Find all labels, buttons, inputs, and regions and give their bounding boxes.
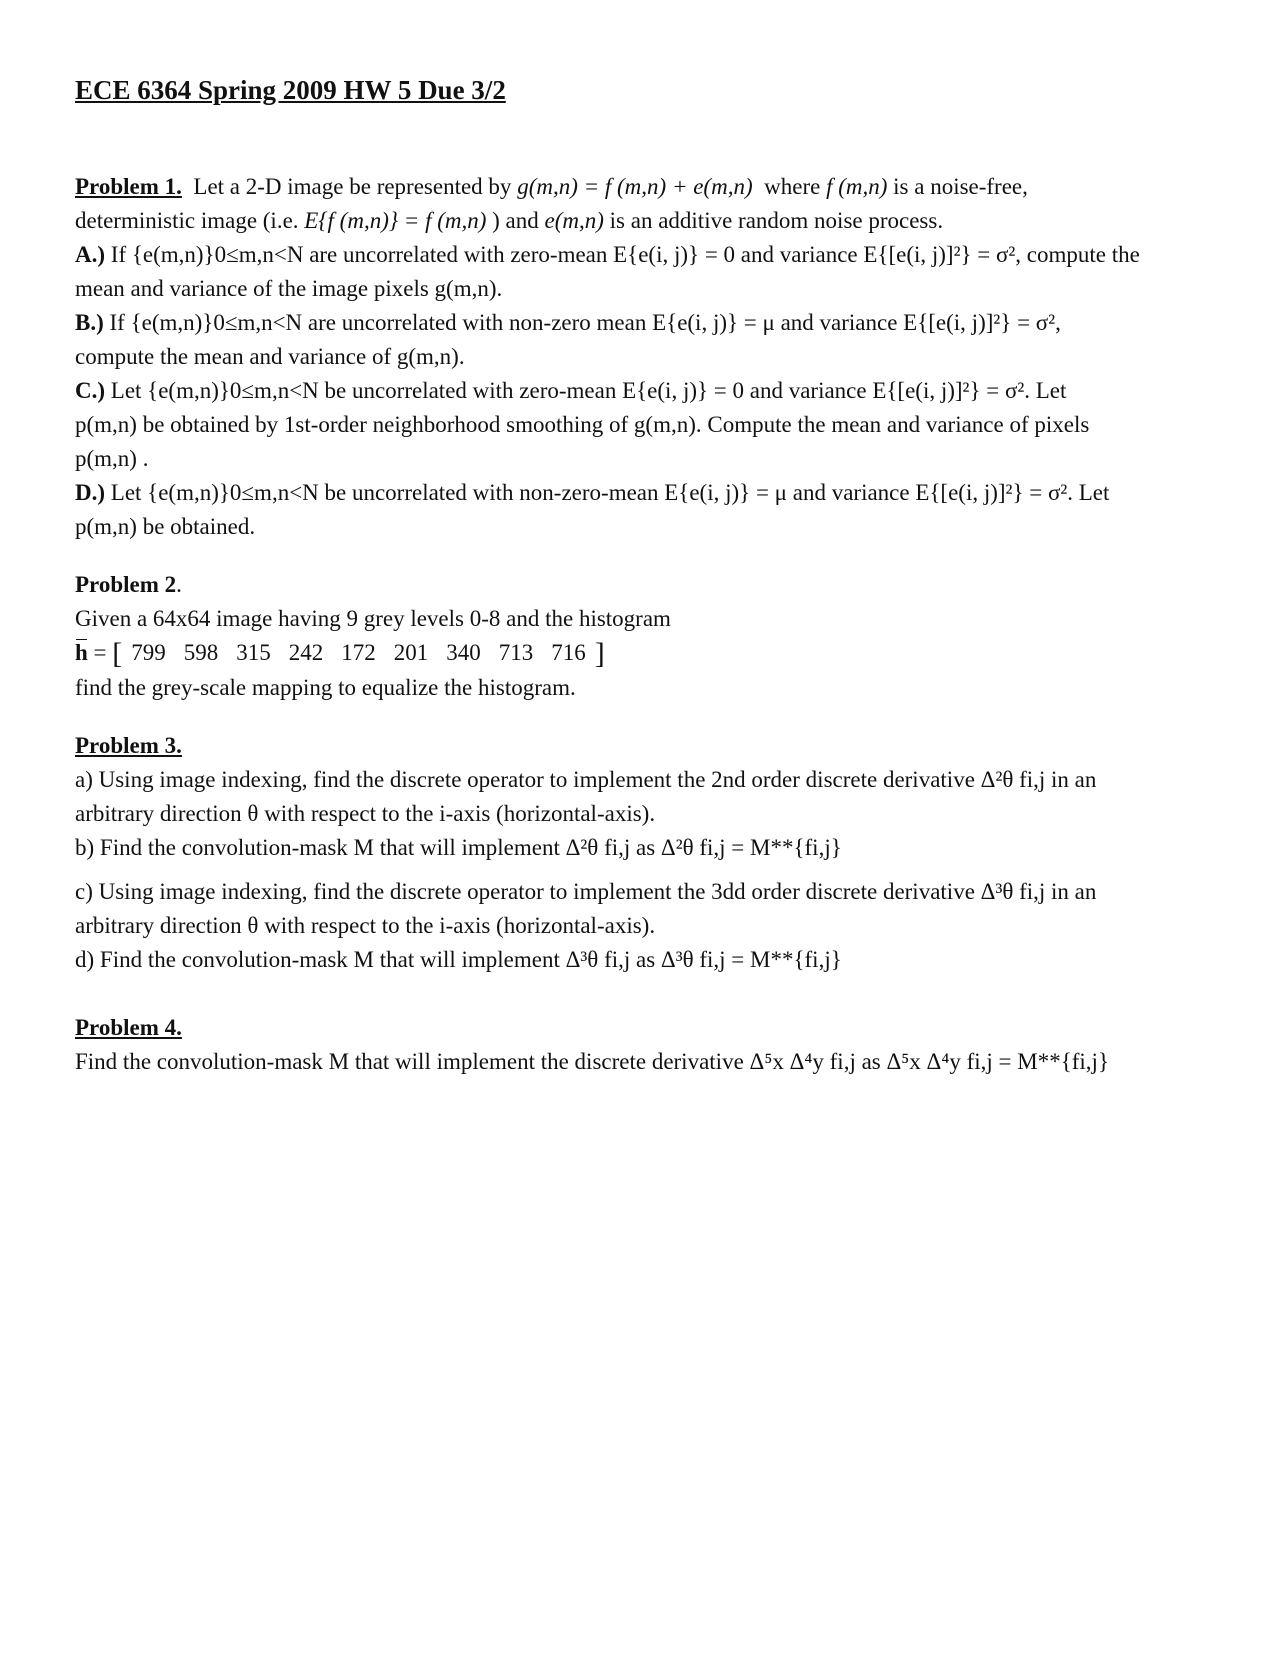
- problem-1-intro: [75, 170, 1215, 204]
- problem-3-heading-line: [75, 729, 1215, 763]
- problem-4-heading-line: [75, 1011, 1215, 1045]
- histogram-value: 713: [498, 640, 534, 665]
- part-a-continuation: mean and variance of the image pixels g(m,n).: [75, 276, 503, 301]
- part-c-label: C.): [75, 378, 106, 403]
- histogram-value: 716: [551, 640, 586, 665]
- problem-3-heading: Problem 3.: [75, 733, 182, 758]
- problem-2-instruction: find the grey-scale mapping to equalize the histogram.: [75, 675, 576, 700]
- histogram-value: 172: [341, 640, 376, 665]
- histogram-vector: [75, 636, 1215, 671]
- problem-3-part-c-continuation: arbitrary direction θ with respect to the i-axis (horizontal-axis).: [75, 913, 656, 938]
- part-a-text: If {e(m,n)}0≤m,n<N are uncorrelated with zero-mean E{e(i, j)} = 0 and variance E{[e(i, j)]²} = σ², compute the: [110, 242, 1140, 267]
- problem-2-text: Given a 64x64 image having 9 grey levels 0-8 and the histogram: [75, 606, 671, 631]
- problem-3-part-b: b) Find the convolution-mask M that will implement Δ²θ fi,j as Δ²θ fi,j = M**{fi,j}: [75, 835, 842, 860]
- part-b-continuation: compute the mean and variance of g(m,n).: [75, 344, 465, 369]
- problem-3: [75, 729, 1215, 977]
- problem-1-part-c: [75, 374, 1215, 408]
- problem-1-line2: [75, 204, 1215, 238]
- document-page: [75, 72, 1215, 1079]
- problem-2-heading-line: [75, 568, 1215, 602]
- problem-1-where: where: [764, 174, 821, 199]
- problem-2: [75, 568, 1215, 705]
- part-b-text: If {e(m,n)}0≤m,n<N are uncorrelated with non-zero mean E{e(i, j)} = μ and variance E{[e(i, j)]²} = σ²,: [109, 310, 1061, 335]
- part-a-label: A.): [75, 242, 106, 267]
- equals-sign: =: [93, 640, 113, 665]
- histogram-value: 598: [183, 640, 219, 665]
- problem-2-heading: Problem 2: [75, 572, 177, 597]
- problem-1-line2-b: ) and: [492, 208, 539, 233]
- problem-1-f: f (m,n): [826, 174, 888, 199]
- problem-3-part-c: c) Using image indexing, find the discrete operator to implement the 3dd order discrete derivative Δ³θ fi,j in an: [75, 879, 1097, 904]
- part-d-label: D.): [75, 480, 106, 505]
- histogram-vector-name: h: [75, 636, 88, 670]
- problem-1-part-d: [75, 476, 1215, 510]
- part-d-text: Let {e(m,n)}0≤m,n<N be uncorrelated with non-zero-mean E{e(i, j)} = μ and variance E{[e(i, j)]²} = σ². Let: [110, 480, 1110, 505]
- histogram-value: 201: [393, 640, 429, 665]
- histogram-value: 315: [236, 640, 271, 665]
- problem-1-intro-text: Let a 2-D image be represented by: [193, 174, 512, 199]
- page-title: ECE 6364 Spring 2009 HW 5 Due 3/2: [75, 75, 506, 105]
- problem-1-model-eq: g(m,n) = f (m,n) + e(m,n): [517, 174, 753, 199]
- problem-4-heading: Problem 4.: [75, 1015, 182, 1040]
- problem-1: [75, 170, 1215, 544]
- problem-4: [75, 1011, 1215, 1079]
- part-b-label: B.): [75, 310, 104, 335]
- histogram-value: 242: [288, 640, 324, 665]
- problem-1-line2-a: deterministic image (i.e.: [75, 208, 299, 233]
- right-bracket: ]: [594, 637, 605, 670]
- problem-1-part-a: [75, 238, 1215, 272]
- part-c-continuation: p(m,n) be obtained by 1st-order neighborhood smoothing of g(m,n). Compute the mean and variance of pixels: [75, 412, 1090, 437]
- histogram-value: 799: [131, 640, 166, 665]
- problem-1-e: e(m,n): [544, 208, 604, 233]
- problem-1-noise-free: is a noise-free,: [893, 174, 1028, 199]
- problem-3-part-a: a) Using image indexing, find the discrete operator to implement the 2nd order discrete derivative Δ²θ fi,j in an: [75, 767, 1097, 792]
- problem-2-heading-dot: .: [176, 572, 182, 597]
- histogram-value: 340: [446, 640, 481, 665]
- problem-4-text: Find the convolution-mask M that will implement the discrete derivative Δ⁵x Δ⁴y fi,j as Δ⁵x Δ⁴y fi,j = M**{fi,j}: [75, 1049, 1109, 1074]
- problem-1-expectation-eq: E{f (m,n)} = f (m,n): [304, 208, 487, 233]
- problem-1-part-b: [75, 306, 1215, 340]
- problem-1-heading: Problem 1.: [75, 174, 182, 199]
- left-bracket: [: [112, 637, 123, 670]
- problem-3-part-d: d) Find the convolution-mask M that will implement Δ³θ fi,j as Δ³θ fi,j = M**{fi,j}: [75, 947, 842, 972]
- part-c-text: Let {e(m,n)}0≤m,n<N be uncorrelated with zero-mean E{e(i, j)} = 0 and variance E{[e(i, j)]²} = σ². Let: [110, 378, 1067, 403]
- part-d-continuation: p(m,n) be obtained.: [75, 514, 256, 539]
- problem-1-line2-c: is an additive random noise process.: [609, 208, 944, 233]
- part-c-continuation-2: p(m,n) .: [75, 446, 149, 471]
- problem-3-part-a-continuation: arbitrary direction θ with respect to the i-axis (horizontal-axis).: [75, 801, 656, 826]
